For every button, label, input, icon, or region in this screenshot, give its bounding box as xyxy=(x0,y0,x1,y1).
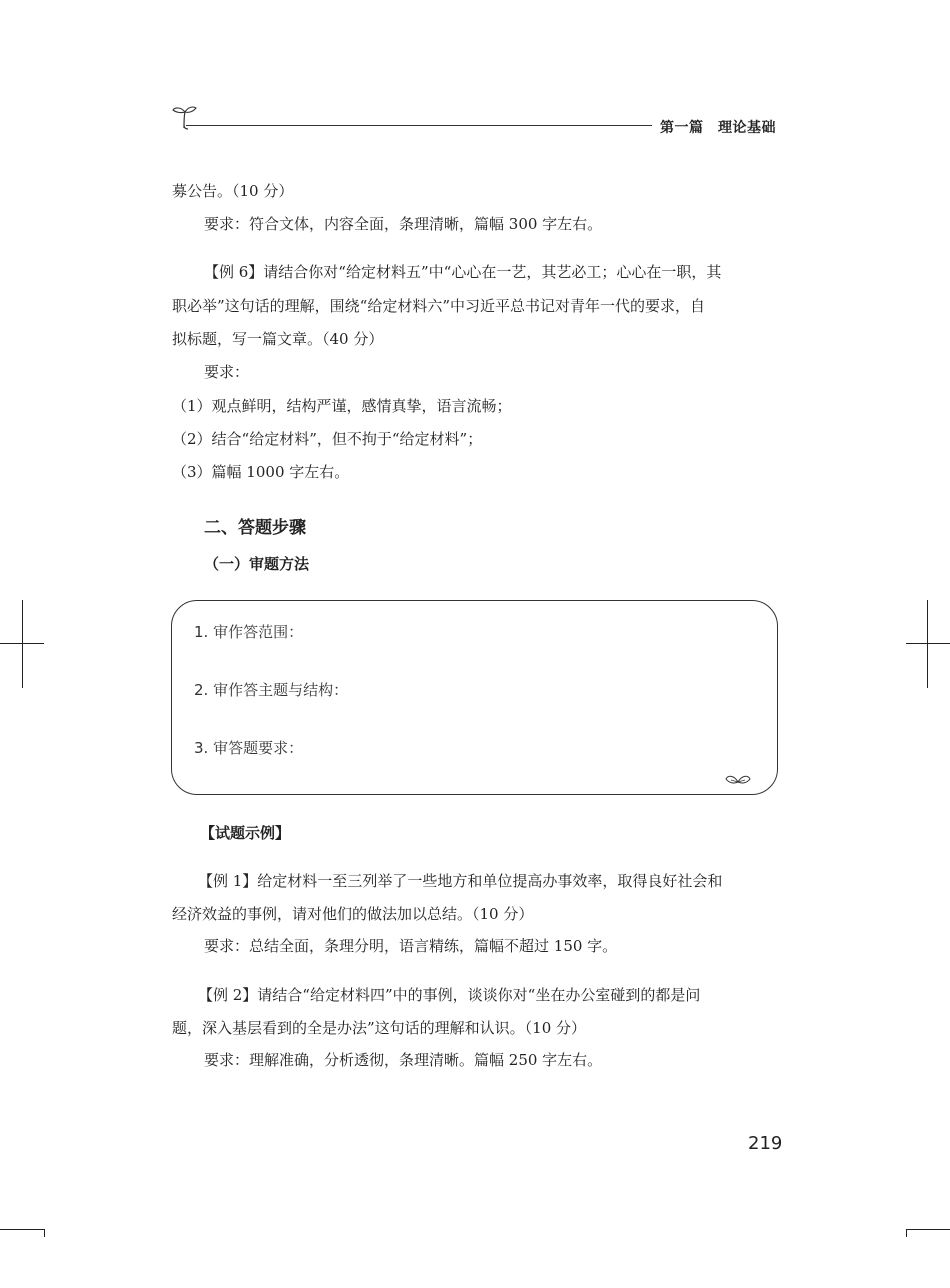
example6-req1: （1）观点鲜明，结构严谨，感情真挚，语言流畅； xyxy=(172,397,512,415)
header-rule xyxy=(186,125,652,126)
example6-line1: 【例 6】请结合你对“给定材料五”中“心心在一艺，其艺必工；心心在一职，其 xyxy=(204,263,722,281)
notes-box xyxy=(171,600,778,795)
crop-mark-left-h xyxy=(0,643,44,644)
subsection-title: （一）审题方法 xyxy=(204,555,310,573)
crop-mark-bottom-right-v xyxy=(906,1229,907,1237)
box-item-theme: 2. 审作答主题与结构： xyxy=(194,681,349,699)
section-title: 二、答题步骤 xyxy=(204,518,306,538)
crop-mark-bottom-right-h xyxy=(906,1229,950,1230)
box-ornament-icon xyxy=(725,771,751,790)
box-item-requirement: 3. 审答题要求： xyxy=(194,739,304,757)
example6-req3: （3）篇幅 1000 字左右。 xyxy=(172,463,350,481)
box-item-scope: 1. 审作答范围： xyxy=(194,623,304,641)
crop-mark-left-v xyxy=(22,600,23,688)
continued-line: 募公告。（10 分） xyxy=(172,182,294,200)
crop-mark-bottom-left-h xyxy=(0,1229,44,1230)
header-leaf-icon xyxy=(170,104,198,134)
header-title: 第一篇 理论基础 xyxy=(660,120,776,136)
example2-line1: 【例 2】请结合“给定材料四”中的事例，谈谈你对“坐在办公室碰到的都是问 xyxy=(198,986,701,1004)
example1-line2: 经济效益的事例，请对他们的做法加以总结。（10 分） xyxy=(172,905,534,923)
crop-mark-bottom-left-v xyxy=(44,1229,45,1237)
crop-mark-right-h xyxy=(906,643,950,644)
example2-line2: 题，深入基层看到的全是办法”这句话的理解和认识。（10 分） xyxy=(172,1019,587,1037)
sample-label: 【试题示例】 xyxy=(200,824,291,842)
example6-line2: 职必举”这句话的理解，围绕“给定材料六”中习近平总书记对青年一代的要求，自 xyxy=(172,297,706,315)
example6-req-label: 要求： xyxy=(204,363,250,381)
example2-req: 要求：理解准确，分析透彻，条理清晰。篇幅 250 字左右。 xyxy=(204,1051,603,1069)
example1-line1: 【例 1】给定材料一至三列举了一些地方和单位提高办事效率，取得良好社会和 xyxy=(198,872,723,890)
example1-req: 要求：总结全面，条理分明，语言精练，篇幅不超过 150 字。 xyxy=(204,937,618,955)
page-number: 219 xyxy=(748,1133,783,1154)
example6-req2: （2）结合“给定材料”，但不拘于“给定材料”； xyxy=(172,430,483,448)
example6-line3: 拟标题，写一篇文章。（40 分） xyxy=(172,330,384,348)
requirement-top: 要求：符合文体，内容全面，条理清晰，篇幅 300 字左右。 xyxy=(204,215,603,233)
crop-mark-right-v xyxy=(927,600,928,688)
